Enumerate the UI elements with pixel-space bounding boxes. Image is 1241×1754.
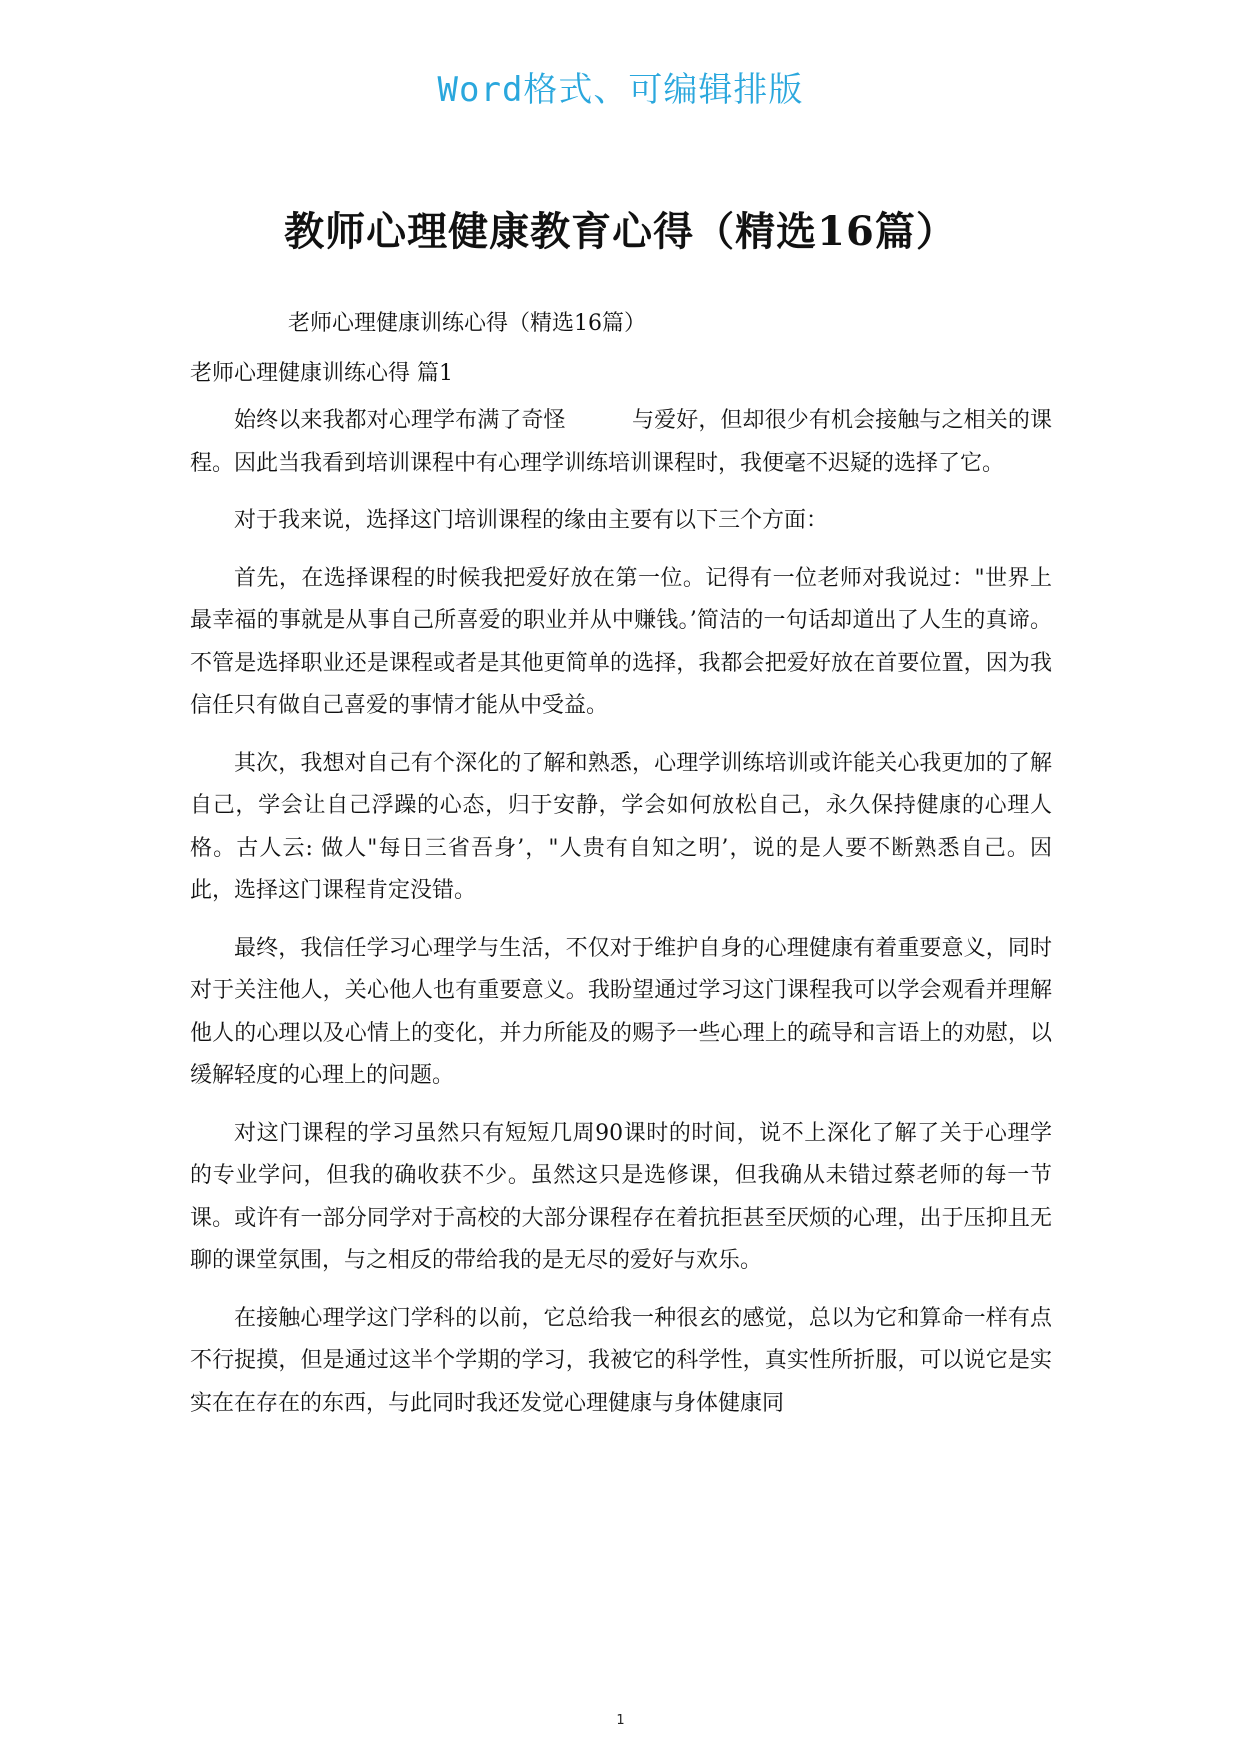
- document-subtitle: 老师心理健康训练心得（精选16篇）: [288, 311, 646, 336]
- paragraph-5: 最终，我信任学习心理学与生活，不仅对于维护自身的心理健康有着重要意义，同时对于关注他人，关心他人也有重要意义。我盼望通过学习这门课程我可以学会观看并理解他人的心理以及心情上的变化，并力所能及的赐予一些心理上的疏导和言语上的劝慰，以缓解轻度的心理上的问题。: [190, 935, 1052, 1088]
- paragraph-2: 对于我来说，选择这门培训课程的缘由主要有以下三个方面：: [234, 508, 829, 533]
- paragraph-7: 在接触心理学这门学科的以前，它总给我一种很玄的感觉，总以为它和算命一样有点不行捉摸，但是通过这半个学期的学习，我被它的科学性，真实性所折服，可以说它是实实在在存在的东西，与此同时我还发觉心理健康与身体健康同: [190, 1305, 1052, 1416]
- watermark-header: Word格式、可编辑排版: [437, 70, 804, 110]
- paragraph-4: 其次，我想对自己有个深化的了解和熟悉，心理学训练培训或许能关心我更加的了解自己，学会让自己浮躁的心态，归于安静，学会如何放松自己，永久保持健康的心理人格。古人云: 做人"每日三省吾身’，"人贵有自知之明’，说的是人要不断熟悉自己。因此，选择这门课程肯定没错。: [190, 750, 1052, 903]
- section-heading: 老师心理健康训练心得 篇1: [190, 361, 453, 386]
- paragraph-6: 对这门课程的学习虽然只有短短几周90课时的时间，说不上深化了解了关于心理学的专业学问，但我的确收获不少。虽然这只是选修课，但我确从未错过蔡老师的每一节课。或许有一部分同学对于高校的大部分课程存在着抗拒甚至厌烦的心理，出于压抑且无聊的课堂氛围，与之相反的带给我的是无尽的爱好与欢乐。: [190, 1120, 1052, 1273]
- page-number: 1: [616, 1713, 625, 1728]
- paragraph-3: 首先，在选择课程的时候我把爱好放在第一位。记得有一位老师对我说过："世界上最幸福的事就是从事自己所喜爱的职业并从中赚钱。’简洁的一句话却道出了人生的真谛。不管是选择职业还是课程或者是其他更简单的选择，我都会把爱好放在首要位置，因为我信任只有做自己喜爱的事情才能从中受益。: [190, 565, 1052, 718]
- body-text: [190, 400, 1052, 1440]
- document-title: 教师心理健康教育心得（精选16篇）: [284, 208, 957, 255]
- paragraph-1: 始终以来我都对心理学布满了奇怪 与爱好，但却很少有机会接触与之相关的课程。因此当我看到培训课程中有心理学训练培训课程时，我便毫不迟疑的选择了它。: [190, 408, 1052, 476]
